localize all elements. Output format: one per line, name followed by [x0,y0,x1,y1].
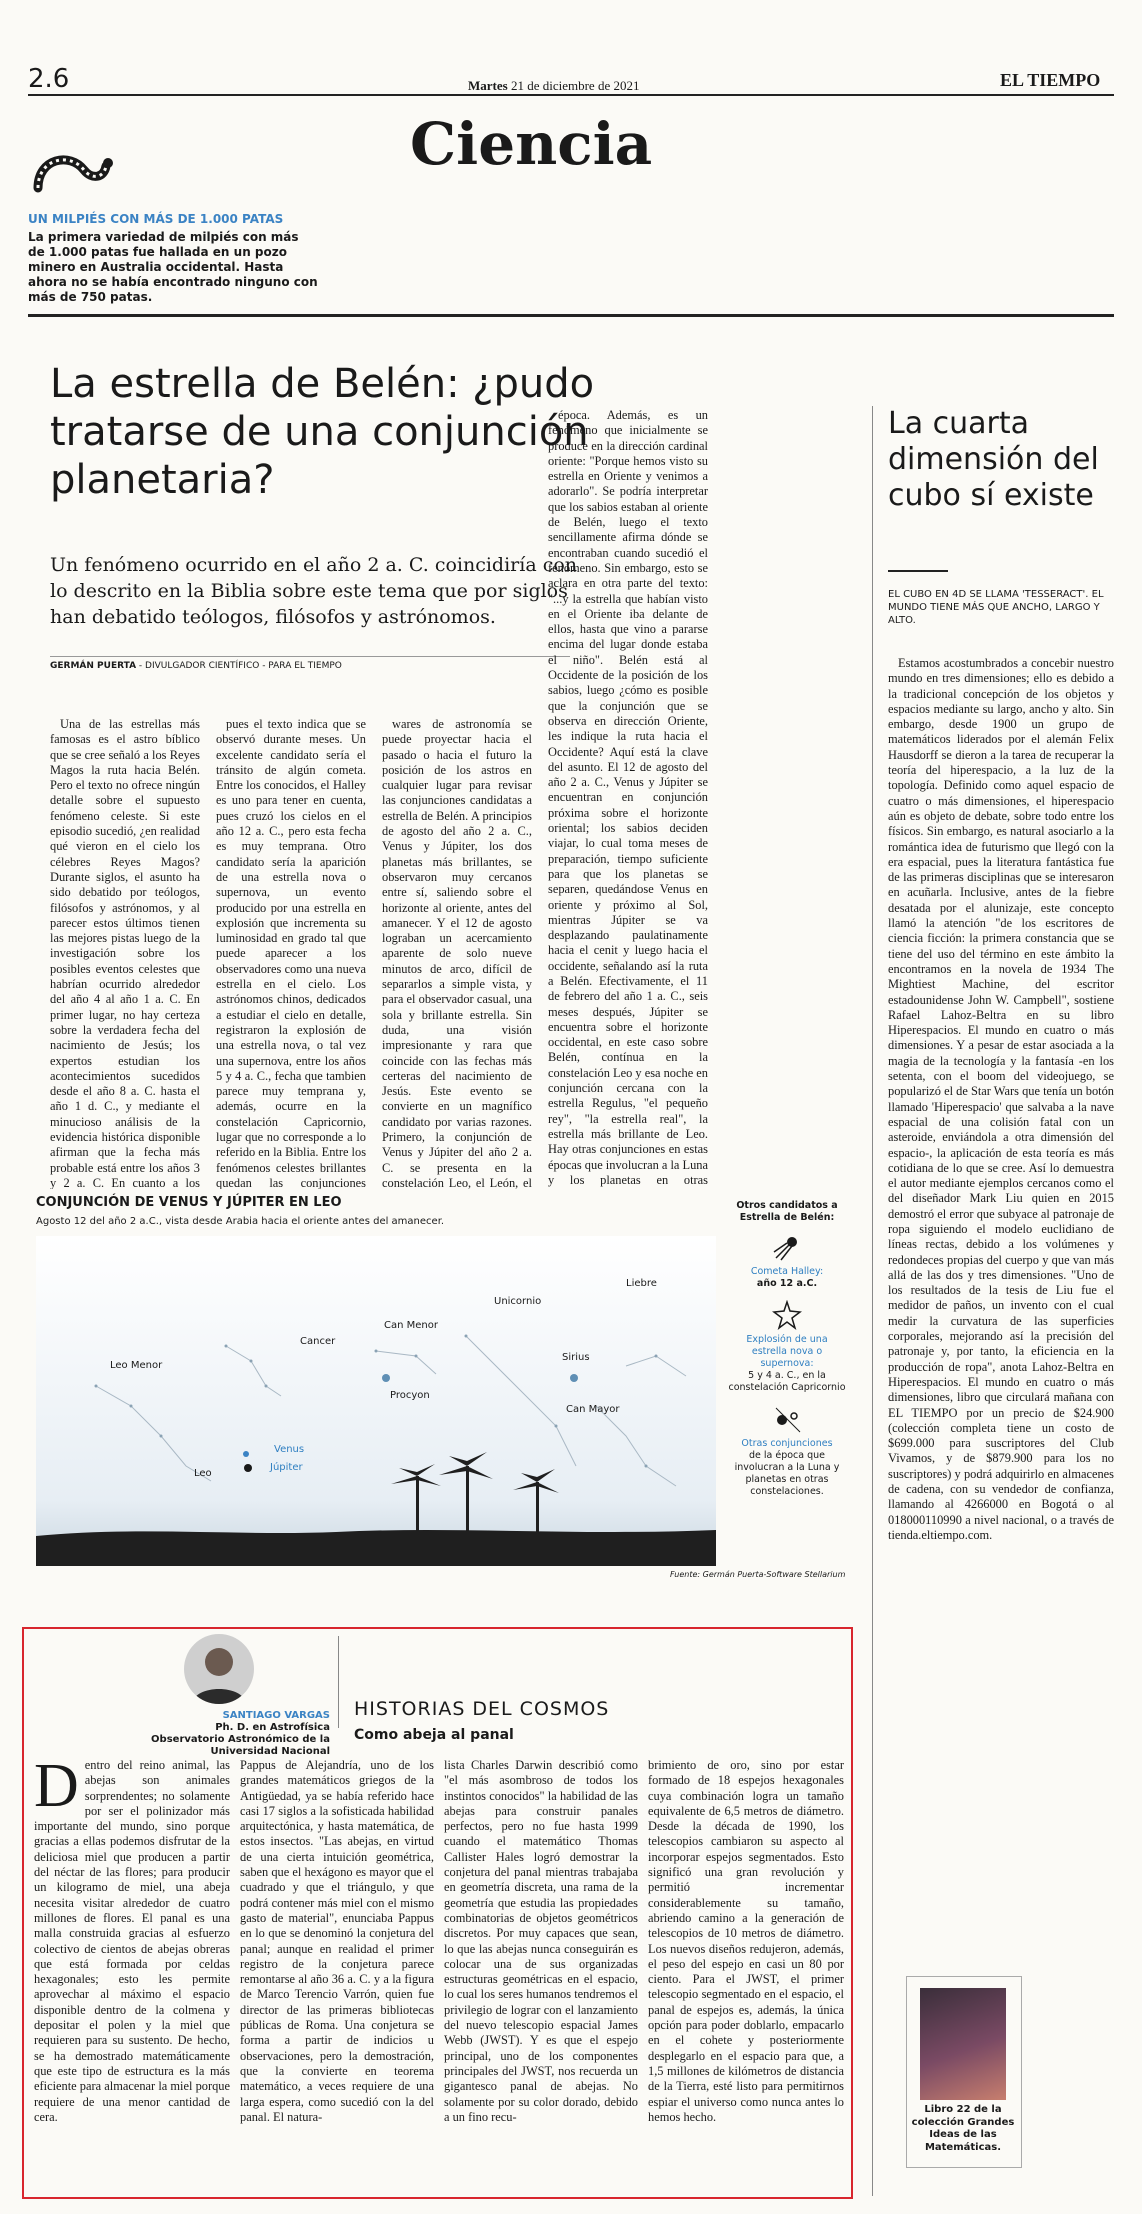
book-caption: Libro 22 de la colección Grandes Ideas de las Matemáticas. [911,2104,1015,2153]
section-rule [28,314,1114,317]
author-credential-2: Observatorio Astronómico de la Universidad Nacional [151,1734,330,1757]
article-col4-text: época. Además, es un fenómeno que inicialmente se produce en la dirección cardinal oriente: "Porque hemos visto su estrella en Oriente y venimos a adorarlo". Se podría interpretar que los sabios estaban al oriente de Belén, luego el texto sencillamente afirma dónde se encontraban cuando sucedió el fenómeno. Sin embargo, esto se aclara en otra parte del texto: "...y la estrella que habían visto en el Oriente iba delante de ellos, hasta que vino a pararse encima del lugar donde estaba el niño". Belén está al Occidente de la posición de los sabios, luego ¿cómo es posible que la conjunción que se observa en dirección Oriente, les indique la ruta hacia el Occidente? Aquí está la clave del asunto. El 12 de agosto del año 2 a. C., Venus y Júpiter se encuentran en conjunción próxima sobre el horizonte oriental; los sabios deciden viajar, lo cual toma meses de preparación, tiempo suficiente para que los planetas se separen, quedándose Venus en oriente y próximo al Sol, mientras Júpiter se va desplazando paulatinamente hacia el cenit y luego hacia el occidente, señalando así la ruta a Belén. Efectivamente, el 11 de febrero del año 1 a. C., seis meses después, Júpiter se encuentra sobre el horizonte occidental, en este caso sobre Belén, contínua en la constelación Leo y esa noche en conjunción cercana con la estrella Regulus, "el pequeño rey", "la estrella real", la estrella más brillante de Leo. Hay otras conjunciones en estas épocas que involucran a la Luna y los planetas en otras [548,408,708,1187]
millipede-icon [30,148,114,198]
sirius-star [570,1374,578,1382]
issue-date [468,78,639,94]
candidate-2-detail: 5 y 4 a. C., en la constelación Capricornio [728,1370,846,1393]
article-col2-text: pues el texto indica que se observó durante meses. Un excelente candidato sería el tránsito de algún cometa. Entre los conocidos, el Halley es uno para tener en cuenta, pues cruzó los cielos en el año 12 a. C., pero esta fecha es muy temprana. Otro candidato sería la aparición de una estrella nova o supernova, un evento producido por una estrella en explosión que incrementa su luminosidad en grado tal que puede aparecer a los observadores como una nueva estrella en el cielo. Los astrónomos chinos, dedicados a estudiar el cielo en detalle, registraron la explosión de una estrella nova, o tal vez una supernova, entre los años 5 y 4 a. C., fecha que tambien parece muy temprana y, además, ocurre en la constelación Capricornio, lugar que no corresponde a lo referido en la Biblia. Entre los fenómenos celestes brillantes quedan las conjunciones [216,717,366,1189]
top-rule [28,94,1114,96]
article-headline: La estrella de Belén: ¿pudo tratarse de una conjunción planetaria? [50,361,595,503]
column-col2-text: Pappus de Alejandría, uno de los grandes matemáticos griegos de la Antigüedad, ya se había referido hace casi 17 siglos a la sofisticada habilidad arquitectónica, y hasta matemática, de estos insectos. "Las abejas, en virtud de una cierta intuición geométrica, saben que el hexágono es mayor que el cuadrado y que el triángulo, y que podrá contener más miel con el mismo gasto de material", enunciaba Pappus en lo que se denominó la conjetura del panal; aunque en realidad el primer registro de la conjetura parece remontarse al año 36 a. C. y a la figura de Marco Terencio Varrón, quien fue director de las primeras bibliotecas públicas de Roma. Una conjetura se forma a partir de indicios u observaciones, pero la demostración, que la convierte en teorema matemático, a veces requiere de una larga espera, como sucedió con la del panal. El natura- [240,1758,434,2124]
column-col-2 [240,1758,434,2194]
label-sirius: Sirius [562,1352,590,1363]
infographic-subtitle: Agosto 12 del año 2 a.C., vista desde Arabia hacia el oriente antes del amanecer. [36,1216,445,1227]
label-jupiter: Júpiter [270,1462,303,1473]
horizon-ground [36,1530,716,1566]
label-can-mayor: Can Mayor [566,1404,620,1415]
sidebar-body [888,656,1114,1966]
label-unicornio: Unicornio [494,1296,542,1307]
sidebar-subtitle: EL CUBO EN 4D SE LLAMA 'TESSERACT'. EL MUNDO TIENE MÁS QUE ANCHO, LARGO Y ALTO. [888,589,1104,626]
column-col-4 [648,1758,844,2194]
column-col-3 [444,1758,638,2194]
sidebar-rule [888,570,948,572]
candidate-1-name: Cometa Halley: [750,1266,824,1277]
label-procyon: Procyon [390,1390,430,1401]
column-divider [872,406,873,2196]
column-col3-text: lista Charles Darwin describió como "el más asombroso de todos los instintos conocidos" la habilidad de las abejas para construir panales perfectos, pero no fue hasta 1999 cuando el matemático Thomas Callister Hales logró demostrar la conjetura del panal mientras trabajaba en geometría discreta, una rama de la geometría que estudia las propiedades combinatorias de objetos geométricos discretos. Por muy capaces que sean, lo que las abejas nunca conseguirán es colocar una de sus organizadas estructuras geométricas en el espacio, lo cual los seres humanos tendremos el privilegio de lograr con el lanzamiento del nuevo telescopio espacial James Webb (JWST). Y es que el espejo principal, uno de los componentes principales del JWST, nos recuerda un gigantesco panal de abejas. No solamente por su color dorado, debido a un fino recu- [444,1758,638,2124]
article-col3-text: wares de astronomía se puede proyectar hacia el pasado o hacia el futuro la posición de los astros en cualquier lugar para revisar las conjunciones candidatas a estrella de Belén. A principios de agosto del año 2 a. C., Venus y Júpiter, los dos planetas más brillantes, se observaron muy cercanos entre sí, saliendo sobre el horizonte al oriente, antes del amanecer. Y el 12 de agosto lograban un acercamiento aparente de solo nueve minutos de arco, difícil de separarlos a simple vista, y para el observador casual, una sola y brillante estrella. Sin duda, una visión impresionante y rara que coincide con las fechas más certeras del nacimiento de Jesús. Este evento se convierte en un magnífico candidato por varias razones. Primero, la conjunción de Venus y Júpiter del año 2 a. C. se presenta en la constelación Leo, el León, el [382,717,532,1189]
column-kicker: HISTORIAS DEL COSMOS [354,1698,610,1720]
jupiter-marker [244,1464,252,1472]
date-rest: 21 de diciembre de 2021 [510,78,640,93]
label-leo: Leo [194,1468,212,1479]
author-avatar [184,1634,254,1704]
sidebar-body-text: Estamos acostumbrados a concebir nuestro mundo en tres dimensiones; ello es debido a la tradicional concepción de los objetos y espacios mediante su largo, ancho y alto. Sin embargo, desde 1900 un grupo de matemáticos liderados por el alemán Felix Hausdorff se dieron a la tarea de recuperar la teoría del hiperespacio, a la luz de la topología. Definido como aquel espacio de cuatro o más dimensiones, el hiperespacio aún es objeto de debate, sobre todo entre los físicos. Sin embargo, es natural asociarlo a la romántica idea de futurismo que llegó con la era espacial, pues la literatura fantástica fue de las primeras disciplinas que se interesaron en acuñarla. Inclusive, antes de la fiebre desatada por el alunizaje, este concepto llamó la atención "de los escritores de ciencia ficción: la primera constancia que se tiene del uso del término en este ámbito la encontramos en la novela de 1934 The Mightiest Machine, del escritor estadounidense John W. Campbell", sostiene Rafael Lahoz-Beltra en su libro Hiperespacios. El mundo en cuatro o más dimensiones. Y a pesar de estar asociada a la magia de la tecnología y la fantasía -en los setenta, con el boom del videojuego, se popularizó el de Star Wars que tenía un botón llamado 'Hiperespacio' que salvaba a la nave espacial de una colisión fatal con un asteroide, enviándola a otra dimensión del espacio-, la aplicación de esta teoría es más cotidiana de lo que se cree. Así lo demuestra el autor mediante ejemplos cercanos como el del diseñador Mark Liu quien en 2015 demostró el error que subyace al patronaje de ropa siguiendo el modelo euclidiano de líneas rectas, debido a los volúmenes y redondeces propias del cuerpo y que van más allá de las dos y tres dimensiones. "Uno de los resultados de la tesis de Liu fue el medidor de paños, un invento con el cual medir la curvatura de las superficies corporales, mejorando así la precisión del patronaje y, por tanto, la eficiencia en la producción de ropa", anota Lahoz-Beltra en Hiperespacios. El mundo en cuatro o más dimensiones, libro que circulará mañana con EL TIEMPO por un precio de $24.900 (colección completa tiene un costo de $699.000 para suscriptores del Club Vivamos, y de $879.900 para los no suscriptores) y podrá adquirirlo en almacenes de cadena, con su vendedor de confianza, llamando al 4266000 en Bogotá o al 018000110990 a nivel nacional, o a través de tienda.eltiempo.com. [888,656,1114,1542]
section-title: Ciencia [410,110,653,178]
sky-background [36,1236,716,1566]
sidebar-title: La cuarta dimensión del cubo sí existe [888,406,1099,513]
article-deck: Un fenómeno ocurrido en el año 2 a. C. coincidiría con lo descrito en la Biblia sobre este tema que por siglos han debatido teólogos, filósofos y astrónomos. [50,554,578,628]
column-col1-text: entro del reino animal, las abejas son animales sorprendentes; no solamente por ser el polinizador más importante del mundo, sino porque gracias a ellas podemos disfrutar de la deliciosa miel que producen a partir del néctar de las flores; para producir un kilogramo de miel, una abeja necesita visitar alrededor de cuatro millones de flores. El panal es una malla construida gracias al esfuerzo colectivo de cientos de abejas obreras que está formada por celdas hexagonales; esto les permite aprovechar al máximo el espacio disponible dentro de la colmena y depositar el polen y la miel que requieren para su sustento. De hecho, se ha demostrado matemáticamente que este tipo de estructura es la más eficiente para almacenar la miel porque requiere de una menor cantidad de cera. [34,1758,230,2124]
byline-role: - DIVULGADOR CIENTÍFICO - PARA EL TIEMPO [136,661,342,671]
article-column-3 [382,717,532,1189]
procyon-star [382,1374,390,1382]
label-leo-menor: Leo Menor [110,1360,163,1371]
venus-marker [243,1451,249,1457]
article-column-2 [216,717,366,1189]
sky-illustration [36,1236,716,1566]
infographic-title: CONJUNCIÓN DE VENUS Y JÚPITER EN LEO [36,1195,342,1210]
date-day: Martes [468,78,508,93]
page-number: 2.6 [28,64,70,94]
column-header-divider [338,1636,339,1728]
portrait-icon [184,1634,254,1704]
publication-name: EL TIEMPO [1000,70,1101,90]
comet-icon [772,1232,802,1262]
column-col4-text: brimiento de oro, sino por estar formado de 18 espejos hexagonales cuya combinación logra un tamaño equivalente de 6,5 metros de diámetro. Desde la década de 1990, los telescopios cambiaron su aspecto al incorporar espejos segmentados. Esto significó una gran revolución y permitió incrementar considerablemente su tamaño, abriendo camino a la generación de telescopios de 10 metros de diámetro. Los nuevos diseños redujeron, además, el peso del espejo en casi un 80 por ciento. Para el JWST, el primer telescopio segmentado en el espacio, el panal de espejos es, además, la única opción para poder doblarlo, empacarlo en el cohete y posteriormente desplegarlo en el espacio para que, a 1,5 millones de kilómetros de distancia de la Tierra, esté listo para permitirnos espiar el universo como nunca antes lo hemos hecho. [648,1758,844,2124]
candidate-3-name: Otras conjunciones [741,1438,833,1449]
article-column-1 [50,717,200,1189]
article-column-4 [548,408,708,1188]
nova-explosion-icon [772,1300,802,1330]
infographic-source: Fuente: Germán Puerta-Software Stellarium [670,1570,846,1579]
label-can-menor: Can Menor [384,1320,438,1331]
author-name: SANTIAGO VARGAS [222,1710,330,1721]
book-cover-image [920,1988,1006,2100]
column-col-1 [34,1758,230,2194]
label-cancer: Cancer [300,1336,336,1347]
byline-name: GERMÁN PUERTA [50,661,137,671]
drop-cap: D [34,1758,79,1820]
candidate-1-detail: año 12 a.C. [756,1278,818,1289]
article-col1-text: Una de las estrellas más famosas es el astro bíblico que se cree señaló a los Reyes Magos la ruta hacia Belén. Pero el texto no ofrece ningún detalle sobre el supuesto fenómeno celeste. Si este episodio sucedió, ¿en realidad qué vieron en el cielo los célebres Reyes Magos? Durante siglos, el asunto ha sido debatido por teólogos, filósofos y astrónomos, y al parecer estos últimos tienen las mejores pistas luego de la investigación sobre los posibles eventos celestes que habrían ocurrido alrededor del año 4 al año 1 a. C. En primer lugar, no hay certeza sobre la verdadera fecha del nacimiento de Jesús; los expertos estudian los acontecimientos sucedidos desde el año 8 a. C. hasta el año 1 d. C., y mediante el minucioso análisis de la evidencia histórica disponible afirman que la fecha más probable está entre los años 3 y 2 a. C. En cuanto a los [50,717,200,1189]
article-byline [50,656,570,671]
conjunction-icon [772,1404,802,1434]
candidates-panel [728,1200,846,1498]
candidate-2-name: Explosión de una estrella nova o supernova: [746,1334,828,1369]
teaser-title: UN MILPIÉS CON MÁS DE 1.000 PATAS [28,212,284,226]
label-liebre: Liebre [626,1278,657,1289]
column-title: Como abeja al panal [354,1727,514,1743]
label-venus: Venus [274,1444,305,1455]
candidates-title: Otros candidatos a Estrella de Belén: [736,1200,838,1223]
candidate-3-detail: de la época que involucran a la Luna y planetas en otras constelaciones. [734,1450,840,1497]
author-credential-1: Ph. D. en Astrofísica [215,1722,330,1733]
teaser-text: La primera variedad de milpiés con más de 1.000 patas fue hallada en un pozo minero en Australia occidental. Hasta ahora no se había encontrado ninguno con más de 750 patas. [28,230,318,304]
author-block [150,1710,330,1758]
